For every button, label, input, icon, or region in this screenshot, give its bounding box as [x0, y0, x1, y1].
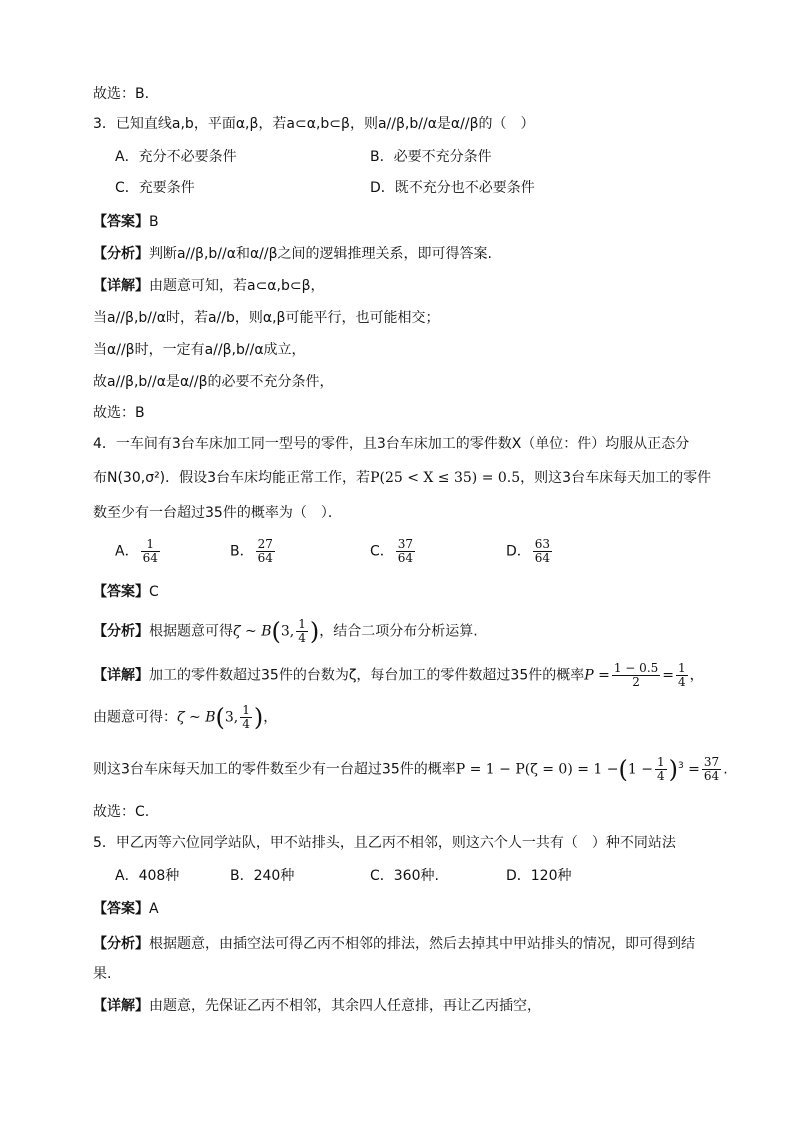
- detail-tag: 【详解】: [93, 998, 149, 1014]
- q4-probability-expr: P(25 < X ≤ 35) = 0.5: [370, 470, 521, 486]
- q4-stem-1: 4．一车间有3台车床加工同一型号的零件，且3台车床加工的零件数X（单位：件）均服从正态分: [93, 436, 690, 452]
- q4-option-b: [230, 538, 277, 565]
- analysis-text: 根据题意可得: [149, 623, 233, 640]
- q4-stem-2: [93, 468, 713, 488]
- detail-text: 由题意可知，若a⊂α,b⊂β，: [149, 278, 325, 294]
- option-fraction: $\frac{27}{64}$: [257, 537, 273, 565]
- q3-detail-3: 当α//β时，一定有a//β,b//α成立，: [93, 342, 306, 358]
- q3-option-d: D．既不充分也不必要条件: [370, 180, 535, 196]
- answer-value: A: [149, 901, 159, 917]
- analysis-tag: 【分析】: [93, 246, 149, 262]
- q3-analysis: [93, 244, 713, 264]
- result-fraction: $\frac{37}{64}$: [703, 755, 720, 784]
- option-label: D．: [506, 543, 531, 560]
- q3-detail-1: [93, 276, 713, 296]
- q3-stem: 3．已知直线a,b，平面α,β，若a⊂α,b⊂β，则a//β,b//α是α//β的（ ）: [93, 116, 535, 132]
- q4-stem-3: 数至少有一台超过35件的概率为（ ）．: [93, 505, 342, 521]
- q4-answer: [93, 582, 713, 602]
- q2-choose: 故选：B.: [93, 86, 150, 102]
- q5-stem: 5．甲乙丙等六位同学站队，甲不站排头，且乙丙不相邻，则这六个人一共有（ ）种不同站法: [93, 835, 676, 851]
- option-label: B．: [230, 543, 254, 560]
- detail-text: 由题意可得：: [93, 709, 177, 726]
- q4-option-d: [506, 538, 554, 565]
- analysis-text: 根据题意，由插空法可得乙丙不相邻的排法，然后去掉其中甲站排头的情况，即可得到结: [149, 936, 695, 952]
- q5-option-b: B．240种: [230, 868, 295, 884]
- q3-option-a: A．充分不必要条件: [115, 149, 237, 165]
- option-fraction: $\frac{1}{64}$: [142, 537, 158, 565]
- analysis-tag: 【分析】: [93, 623, 149, 640]
- q4-analysis: 【分析】根据题意可得ζ ~ B(3, $\frac{1}{4}$ )，结合二项分布分析运算.: [93, 617, 478, 646]
- q5-answer: [93, 899, 713, 919]
- q5-option-a: A．408种: [115, 868, 180, 884]
- detail-tag: 【详解】: [93, 278, 149, 294]
- detail-text: 由题意，先保证乙丙不相邻，其余四人任意排，再让乙丙插空，: [149, 998, 541, 1014]
- q4-option-a: [115, 538, 162, 565]
- q3-detail-2: 当a//β,b//α时，若a//b，则α,β可能平行，也可能相交；: [93, 310, 440, 326]
- distribution-symbol: ζ ~ B: [233, 623, 272, 640]
- option-label: C．: [370, 543, 394, 560]
- option-label: A．: [115, 543, 139, 560]
- q3-answer: [93, 212, 713, 232]
- q4-detail-1: 【详解】加工的零件数超过35件的台数为ζ，每台加工的零件数超过35件的概率P = $\frac{1 - 0.5}{2}$ = $\frac{1}{4}$ ，: [93, 661, 704, 689]
- q4-choose: 故选：C.: [93, 804, 150, 820]
- q4-detail-3: 则这3台车床每天加工的零件数至少有一台超过35件的概率P = 1 − P(ζ = 0) = 1 −(1 − $\frac{1}{4}$ )$^3$ = $\frac{37}{64}$ .: [93, 755, 728, 784]
- q3-detail-4: 故a//β,b//α是α//β的必要不充分条件，: [93, 374, 334, 390]
- prob-fraction: $\frac{1 - 0.5}{2}$: [613, 661, 659, 689]
- prob-result-fraction: $\frac{1}{4}$: [678, 661, 686, 689]
- answer-tag: 【答案】: [93, 584, 149, 600]
- prob-expression: P = 1 − P(ζ = 0) = 1 −: [455, 761, 619, 778]
- q5-option-c: C．360种.: [370, 868, 439, 884]
- base-fraction: $\frac{1}{4}$: [656, 755, 665, 784]
- q4-stem-2c: ，则这3台车床每天加工的零件: [520, 470, 712, 486]
- q5-option-d: D．120种: [506, 868, 572, 884]
- option-fraction: $\frac{37}{64}$: [397, 537, 414, 565]
- q4-option-c: [370, 538, 417, 565]
- q4-stem-2a: 布N(30,σ²)．假设3台车床均能正常工作，若: [93, 470, 371, 486]
- option-fraction: $\frac{63}{64}$: [534, 537, 551, 565]
- q5-analysis-2: 果.: [93, 966, 112, 982]
- analysis-text-end: ，结合二项分布分析运算.: [319, 623, 478, 640]
- answer-value: B: [149, 214, 159, 230]
- q5-detail: [93, 996, 713, 1016]
- detail-text: 加工的零件数超过35件的台数为ζ，每台加工的零件数超过35件的概率: [149, 667, 585, 684]
- q5-analysis-1: [93, 934, 713, 954]
- answer-tag: 【答案】: [93, 214, 149, 230]
- analysis-tag: 【分析】: [93, 936, 149, 952]
- answer-value: C: [149, 584, 159, 600]
- answer-tag: 【答案】: [93, 901, 149, 917]
- detail-tag: 【详解】: [93, 667, 149, 684]
- q3-choose: 故选：B: [93, 405, 145, 421]
- q3-option-b: B．必要不充分条件: [370, 149, 492, 165]
- param-fraction: $\frac{1}{4}$: [242, 703, 250, 731]
- prob-symbol: P =: [584, 667, 610, 684]
- detail-text: 则这3台车床每天加工的零件数至少有一台超过35件的概率: [93, 761, 456, 778]
- param-fraction: $\frac{1}{4}$: [298, 617, 306, 645]
- q4-detail-2: 由题意可得：ζ ~ B(3, $\frac{1}{4}$ )，: [93, 703, 278, 732]
- q3-option-c: C．充要条件: [115, 180, 195, 196]
- analysis-text: 判断a//β,b//α和α//β之间的逻辑推理关系，即可得答案.: [149, 246, 492, 262]
